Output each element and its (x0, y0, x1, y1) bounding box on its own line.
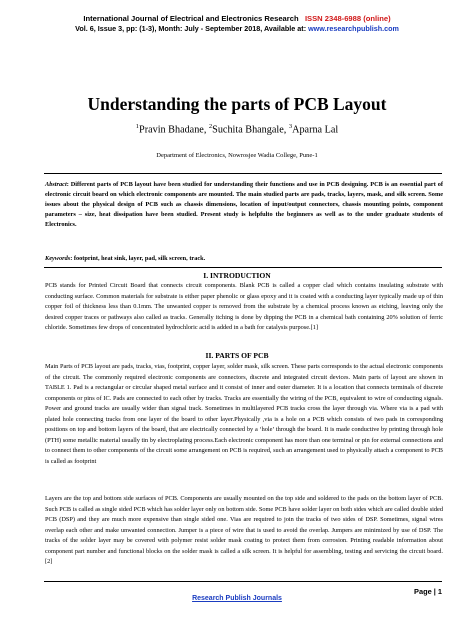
keywords-block (45, 254, 443, 264)
author-2-name: Suchita Bhangale, (212, 124, 289, 136)
author-3-name: Aparna Lal (292, 124, 339, 136)
abstract-text: : Different parts of PCB layout have been studied for understanding their functions and use in PCB designing. PCB is an essential part of electronic circuit board on which electronic components are mounted. The main studied parts are pads, tracks, layers, mask, and silk screen. Some issues about the physical design of PCB such as chassis dimensions, location of input/output connectors, chassis mounting points, component parameters – size, heat dissipation have been studied. Present study is helpfulto the beginners as well as to the under graduate students of Electronics. (45, 181, 443, 229)
author-2-sup: 2 (208, 123, 213, 130)
section-heading-introduction: I. INTRODUCTION (203, 271, 271, 280)
section-heading-parts-of-pcb: II. PARTS OF PCB (205, 351, 269, 360)
page-number: Page | 1 (414, 587, 442, 596)
keywords-label: Keywords (45, 255, 71, 262)
publisher-footer-link[interactable]: Research Publish Journals (192, 595, 282, 602)
journal-volume-line (0, 24, 474, 34)
parts-paragraph-2: Layers are the top and bottom side surfaces of PCB. Components are usually mounted on the top side and soldered to the pads on the bottom layer of PCB. Such PCB is called as single sided PCB which has solder layer only on bottom side. Some PCB have solder layer on both sides which are called double sided PCB (DSP) and they are much more expensive than single sided one. Vias are required to join the tracks of two sides of DSP. Sometimes, signal wires overlap each other and make unwanted connection. Jumper is a piece of wire that is used to avoid the overlap. Jumpers are minimized by use of DSP. The tracks of the solder layer may be covered with polymer resist solder mask coating to protect them from corrosion. Printing readable information about component part number and functional blocks on the solder mask is called a silk screen. It is helpful for assembling, testing and servicing the circuit board. [2] (45, 495, 443, 565)
author-list (0, 123, 474, 135)
footer-rule (44, 581, 442, 582)
affiliation: Department of Electronics, Nowrosjee Wadia College, Pune-1 (156, 152, 318, 159)
paper-title: Understanding the parts of PCB Layout (87, 94, 387, 114)
volume-info: Vol. 6, Issue 3, pp: (1-3), Month: July - September 2018, Available at: (75, 24, 307, 33)
journal-header (0, 14, 474, 34)
journal-name: International Journal of Electrical and Electronics Research (83, 14, 299, 23)
abstract-bottom-rule (44, 267, 442, 268)
author-1-sup: 1 (135, 123, 140, 130)
journal-title-line (0, 14, 474, 24)
author-1-name: Pravin Bhadane, (139, 124, 209, 136)
abstract-block (45, 180, 443, 230)
abstract-label: Abstract (45, 181, 67, 188)
keywords-text: : footprint, heat sink, layer, pad, silk screen, track. (70, 255, 206, 262)
introduction-paragraph: PCB stands for Printed Circuit Board that connects circuit components. Blank PCB is called a copper clad which contains insulating substrate with conducting surface. Common materials for substrate is either paper phenolic or glass epoxy and it is coated with a conducting layer typically made up of thin copper foil of thickness less than 0.1mm. The unwanted copper is removed from the substrate by a chemical process known as etching, leaving only the desired copper traces or pathways also called as tracks. Generally itching is done by dipping the PCB in a chemical bath containing 20% solution of ferric chloride. Sometimes few drops of concentrated hydrochloric acid is added in a bath for catalysis purpose.[1] (45, 282, 443, 331)
issn-text: ISSN 2348-6988 (online) (304, 14, 391, 23)
journal-website-link[interactable]: www.researchpublish.com (308, 24, 399, 33)
parts-paragraph-1: Main Parts of PCB layout are pads, tracks, vias, footprint, copper layer, solder mask, silk screen. These parts corresponds to the actual electronic components of the circuit. The commonly required electronic components are connectors, discrete and integrated circuit devices. Main parts of layout are shown in TABLE 1. Pad is a rectangular or circular shaped metal surface and it consist of inner and outer diameter. It is a location that connects terminals of discrete components or pins of IC. Pads are connected to each other by tracks. Tracks are essentially the wiring of the PCB, equivalent to wire of conducting signals. Power and ground tracks are usually wider than signal track. Sometimes in multilayered PCB tracks cross the layer through via. Where via is a pad with plated hole connecting tracks from one layer of the board to other layer.Physically ,via is a hole on a PCB which consists of two pads in corresponding positions on top and bottom layers of the board, that are electrically connected by a ‘hole’ through the board. It is made conductive by printing through hole (PTH) some metallic material usually tin by electroplating process.Each electronic component has more than one terminal or pin for external connections and to connect them to other components of the circuit some arrangement on PCB is required, such an arrangement used to physically attach a component to PCB is called as footprint (45, 363, 443, 465)
abstract-top-rule (44, 173, 442, 174)
author-3-sup: 3 (288, 123, 293, 130)
